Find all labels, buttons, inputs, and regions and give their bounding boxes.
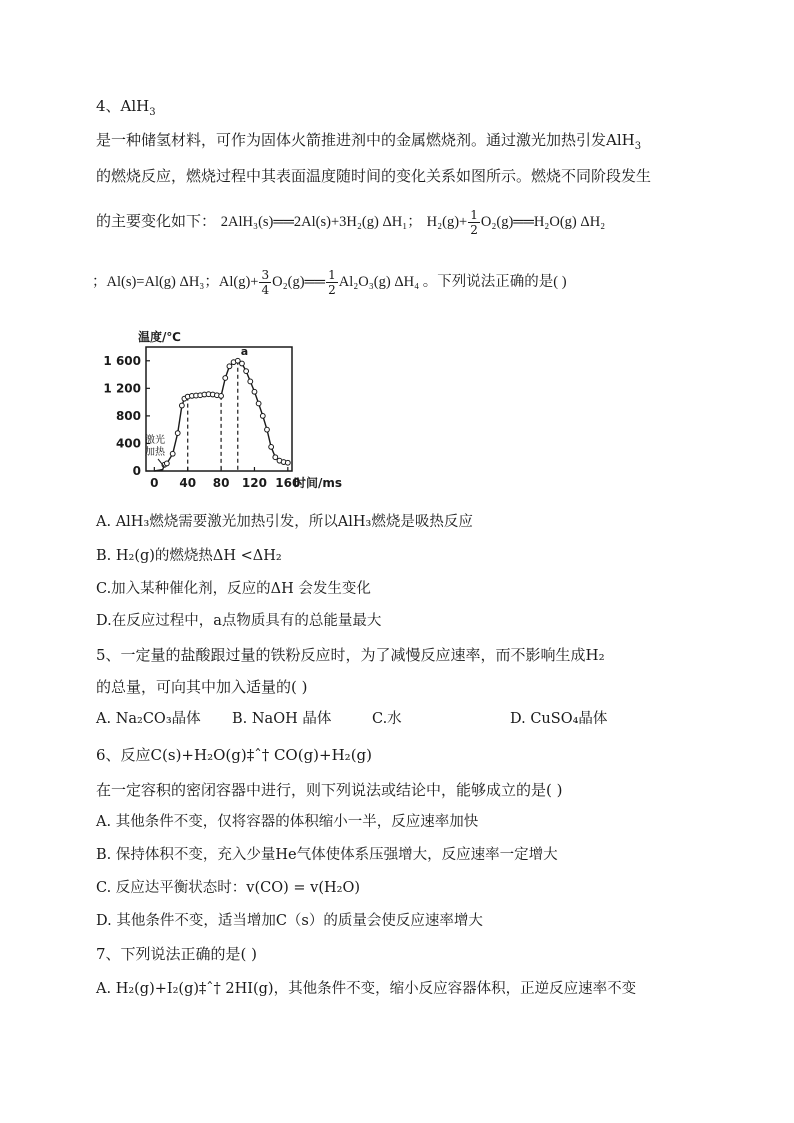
q6-line-1: 6、反应C(s)+H₂O(g)‡ˆ† CO(g)+H₂(g) [96, 746, 373, 764]
data-point [285, 460, 290, 465]
data-point [265, 427, 270, 432]
q5-line-2: 的总量，可向其中加入适量的( ) [96, 678, 308, 696]
data-point [252, 389, 257, 394]
data-point [244, 369, 249, 374]
q5-option-d[interactable]: D. CuSO₄晶体 [510, 711, 608, 727]
data-point [164, 461, 169, 466]
fraction-half-2: $\frac{1}{2}$ [328, 267, 336, 297]
y-tick-label: 1 200 [103, 381, 141, 396]
q4-option-b[interactable]: B. H₂(g)的燃烧热ΔH <ΔH₂ [96, 548, 282, 564]
q4-option-a[interactable]: A. AlH₃燃烧需要激光加热引发，所以AlH₃燃烧是吸热反应 [96, 514, 473, 530]
q6-option-d[interactable]: D. 其他条件不变，适当增加C（s）的质量会使反应速率增大 [96, 913, 483, 929]
laser-label-line-2: 加热 [145, 447, 165, 458]
point-a-label: a [240, 344, 249, 358]
data-point [170, 451, 175, 456]
q6-option-b[interactable]: B. 保持体积不变，充入少量He气体使体系压强增大，反应速率一定增大 [96, 847, 558, 863]
temperature-time-chart [96, 325, 376, 500]
x-tick-label: 160 [275, 476, 301, 490]
data-point [179, 403, 184, 408]
q6-option-c[interactable]: C. 反应达平衡状态时：v(CO) = v(H₂O) [96, 880, 361, 896]
q4-option-c[interactable]: C.加入某种催化剂，反应的ΔH 会发生变化 [96, 581, 371, 597]
equation-1: 2AlH₃(s)══2Al(s)+3H₂(g) ΔH₁； [220, 214, 422, 230]
y-tick-label: 0 [132, 464, 141, 478]
q4-line-2: 的燃烧反应，燃烧过程中其表面温度随时间的变化关系如图所示。燃烧不同阶段发生 [96, 167, 652, 185]
q6-option-a[interactable]: A. 其他条件不变，仅将容器的体积缩小一半，反应速率加快 [96, 814, 479, 830]
q4-option-d[interactable]: D.在反应过程中，a点物质具有的总能量最大 [96, 613, 382, 629]
x-axis-label: 时间/ms [294, 476, 343, 490]
x-tick-label: 40 [179, 476, 197, 490]
q5-option-b[interactable]: B. NaOH 晶体 [232, 711, 332, 727]
data-point [219, 394, 224, 399]
q4-line-4: ；Al(s)=Al(g) ΔH₃；Al(g)+ $\frac{3}{4}$ O₂(g)══ $\frac{1}{2}$ Al₂O₃(g) ΔH₄ 。下列说法正确的是( ) [92, 267, 567, 297]
equation-2-end: O₂(g)══H₂O(g) ΔH₂ [480, 214, 606, 230]
data-point [260, 413, 265, 418]
plot-frame [146, 344, 292, 471]
data-point [175, 431, 180, 436]
x-tick-label: 80 [212, 476, 230, 490]
q7-option-a[interactable]: A. H₂(g)+I₂(g)‡ˆ† 2HI(g)，其他条件不变，缩小反应容器体积，正逆反应速率不变 [96, 981, 637, 997]
q4-line-3: 的主要变化如下： 2AlH₃(s)══2Al(s)+3H₂(g) ΔH₁； H₂(g)+ $\frac{1}{2}$ O₂(g)══H₂O(g) ΔH₂ [96, 207, 606, 237]
data-point [256, 401, 261, 406]
data-point [269, 444, 274, 449]
q4-number: 4、AlH$_3$ [96, 97, 156, 118]
x-tick-label: 120 [241, 476, 267, 490]
y-axis-label: 温度/℃ [138, 330, 181, 344]
q5-line-1: 5、一定量的盐酸跟过量的铁粉反应时，为了减慢反应速率，而不影响生成H₂ [96, 646, 605, 664]
data-point [223, 376, 228, 381]
x-tick-label: 0 [150, 476, 159, 490]
q7-line-1: 7、下列说法正确的是( ) [96, 945, 258, 963]
data-point [240, 361, 245, 366]
y-tick-label: 800 [115, 408, 141, 423]
q5-option-c[interactable]: C.水 [372, 711, 402, 727]
laser-label-line-1: 激光 [145, 435, 165, 446]
data-point [248, 379, 253, 384]
q4-line-1: 是一种储氢材料，可作为固体火箭推进剂中的金属燃烧剂。通过激光加热引发AlH$_3$ [96, 131, 642, 152]
equation-2-start: H₂(g)+ [426, 214, 468, 230]
data-point [273, 455, 278, 460]
q6-line-2: 在一定容积的密闭容器中进行，则下列说法或结论中，能够成立的是( ) [96, 781, 563, 799]
fraction-three-quarters: $\frac{3}{4}$ [261, 267, 270, 297]
fraction-half: $\frac{1}{2}$ [470, 207, 478, 237]
y-tick-label: 400 [115, 436, 141, 451]
q5-option-a[interactable]: A. Na₂CO₃晶体 [96, 711, 201, 727]
data-point [227, 364, 232, 369]
y-tick-label: 1 600 [103, 353, 141, 368]
